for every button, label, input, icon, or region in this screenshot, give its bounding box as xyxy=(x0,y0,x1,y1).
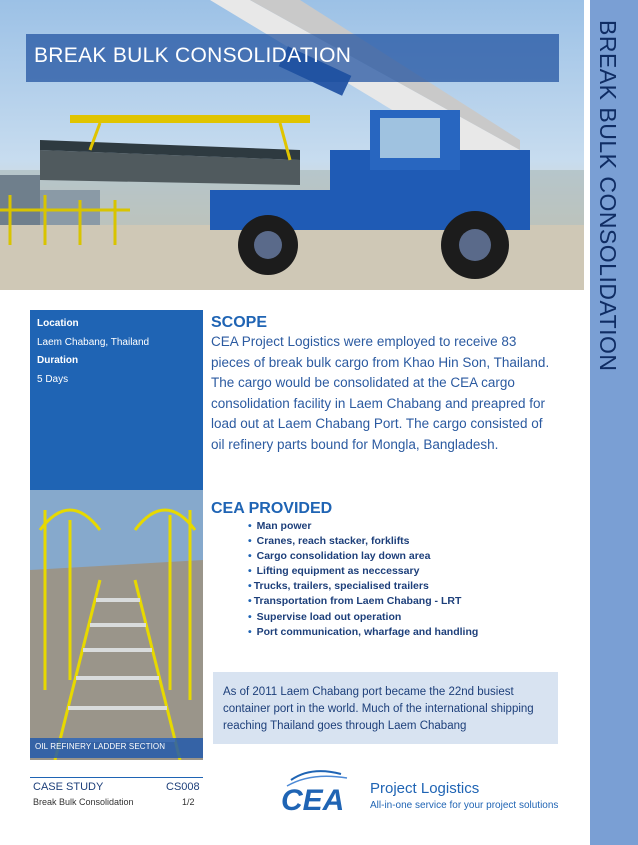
bullet-icon: • xyxy=(248,550,252,563)
bullet-icon: • xyxy=(248,610,252,623)
hero-title: BREAK BULK CONSOLIDATION xyxy=(34,44,352,67)
list-item: • Trucks, trailers, specialised trailers xyxy=(248,580,429,593)
case-code: CS008 xyxy=(166,781,200,793)
provided-heading: CEA PROVIDED xyxy=(211,500,333,517)
list-item: • Port communication, wharfage and handling xyxy=(248,625,479,638)
bullet-icon: • xyxy=(248,535,252,548)
duration-value: 5 Days xyxy=(37,374,69,385)
ladder-caption: OIL REFINERY LADDER SECTION xyxy=(35,742,166,751)
case-study-label: CASE STUDY xyxy=(33,781,104,793)
ladder-illustration xyxy=(30,490,203,760)
location-value: Laem Chabang, Thailand xyxy=(37,337,150,348)
info-panel xyxy=(30,310,203,490)
duration-label: Duration xyxy=(37,355,79,366)
bullet-icon: • xyxy=(248,580,252,593)
list-item: • Cargo consolidation lay down area xyxy=(248,550,431,563)
scope-body: CEA Project Logistics were employed to receive 83 pieces of break bulk cargo from Khao Hin Son, Thailand. The cargo would be consolidated at the CEA cargo consolidation facility in Laem Chabang and preapred for load out at Laem Chabang Port. The cargo consisted of oil refinery parts bound for Mongla, Bangladesh. xyxy=(211,334,550,452)
bullet-icon: • xyxy=(248,625,252,638)
ladder-photo xyxy=(30,490,203,760)
list-item: • Cranes, reach stacker, forklifts xyxy=(248,535,410,548)
bullet-icon: • xyxy=(248,565,252,578)
logo-name: Project Logistics xyxy=(370,780,480,797)
location-label: Location xyxy=(37,318,79,329)
logo-tagline: All-in-one service for your project solutions xyxy=(370,800,559,811)
logo-mark: CEA xyxy=(281,784,345,816)
case-name: Break Bulk Consolidation xyxy=(33,797,134,807)
scope-heading: SCOPE xyxy=(211,314,268,331)
list-item: • Man power xyxy=(248,520,312,532)
bullet-icon: • xyxy=(248,520,252,532)
sidebar-title: BREAK BULK CONSOLIDATION xyxy=(595,20,621,372)
callout-text: As of 2011 Laem Chabang port became the 22nd busiest container port in the world. Much of the international shipping reaching Thailand goes through Laem Chabang xyxy=(223,686,534,732)
cea-logo-icon xyxy=(281,770,361,816)
list-item: • Transportation from Laem Chabang - LRT xyxy=(248,595,462,608)
list-item: • Lifting equipment as neccessary xyxy=(248,565,420,578)
page-number: 1/2 xyxy=(182,797,195,807)
provided-list xyxy=(248,519,478,640)
bullet-icon: • xyxy=(248,595,252,608)
list-item: • Supervise load out operation xyxy=(248,610,402,623)
case-divider xyxy=(30,777,203,778)
